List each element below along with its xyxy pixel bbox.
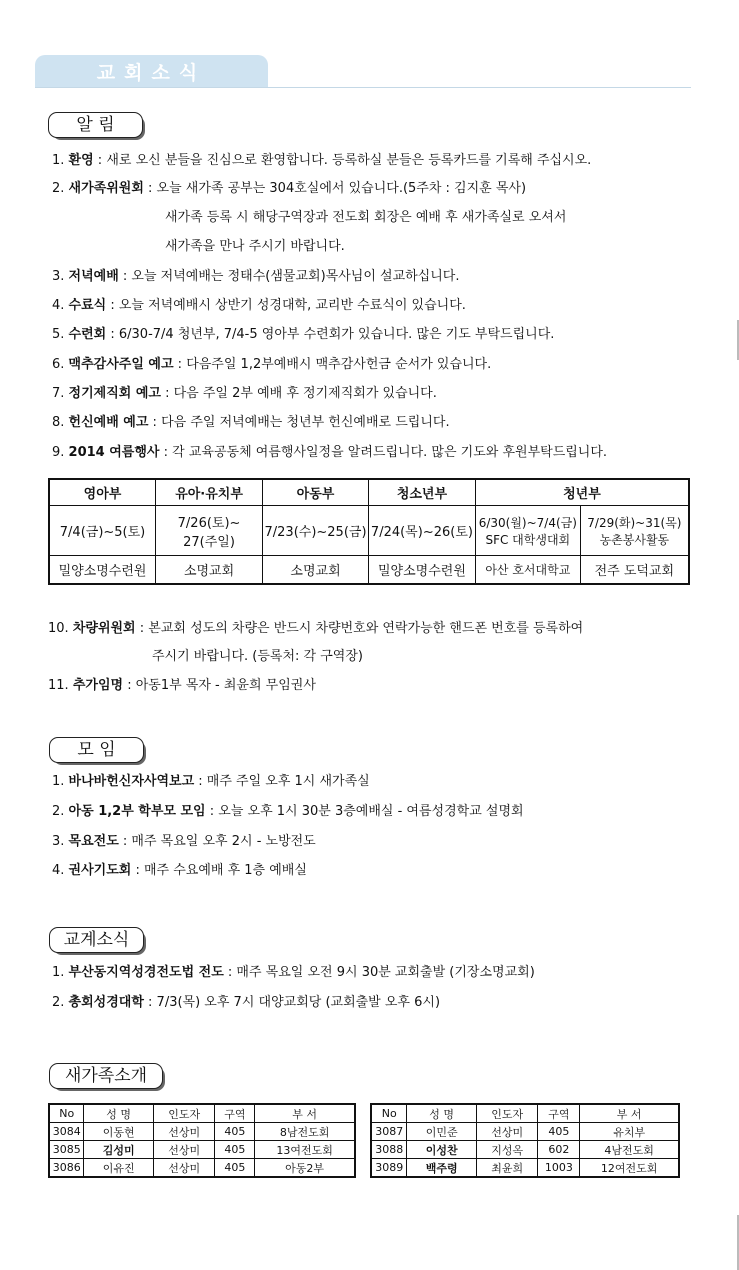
table-cell: 1003 (538, 1159, 580, 1178)
table-row (49, 1141, 355, 1159)
table-cell: 이민준 (407, 1123, 476, 1141)
table-cell: 이성찬 (407, 1141, 476, 1159)
notice-item: 10. 차량위원회 : 본교회 성도의 차량은 반드시 차량번호와 연락가능한 핸드폰 번호를 등록하여 (48, 621, 584, 636)
table-cell: 4남전도회 (580, 1141, 679, 1159)
table-header: 유아·유치부 (156, 479, 263, 506)
table-cell: 선상미 (476, 1123, 538, 1141)
notice-item: 11. 추가임명 : 아동1부 목자 - 최윤희 무임권사 (48, 678, 316, 693)
denominational-item: 2. 총회성경대학 : 7/3(목) 오후 7시 대양교회당 (교회출발 오후 6시) (52, 995, 441, 1010)
banner-title: 교회소식 (96, 62, 207, 84)
table-header: 아동부 (263, 479, 369, 506)
table-cell: 3086 (49, 1159, 84, 1178)
table-cell: 3087 (371, 1123, 407, 1141)
table-cell: 602 (538, 1141, 580, 1159)
meeting-item: 4. 권사기도회 : 매주 수요예배 후 1층 예배실 (52, 863, 307, 878)
table-cell: 405 (215, 1141, 255, 1159)
table-cell: 3089 (371, 1159, 407, 1178)
banner-underline (35, 87, 691, 88)
table-cell: 밀양소명수련원 (368, 556, 475, 584)
table-header: 성 명 (84, 1104, 153, 1123)
table-cell: 405 (215, 1123, 255, 1141)
table-cell: 소명교회 (156, 556, 263, 584)
table-cell: 3088 (371, 1141, 407, 1159)
table-cell: 405 (538, 1123, 580, 1141)
table-header: 부 서 (580, 1104, 679, 1123)
table-cell: 백주령 (407, 1159, 476, 1178)
notice-continuation: 주시기 바랍니다. (등록처: 각 구역장) (152, 649, 363, 664)
denominational-section-title: 교계소식 (49, 927, 144, 953)
table-cell: 13여전도회 (255, 1141, 355, 1159)
table-header: 성 명 (407, 1104, 476, 1123)
table-cell: 12여전도회 (580, 1159, 679, 1178)
table-header: 청년부 (475, 479, 689, 506)
table-cell: 이동현 (84, 1123, 153, 1141)
table-cell: 3084 (49, 1123, 84, 1141)
newfamily-table-left (48, 1103, 356, 1178)
table-row (371, 1159, 679, 1178)
table-cell: 6/30(월)~7/4(금) SFC 대학생대회 (475, 506, 580, 556)
table-header: 청소년부 (368, 479, 475, 506)
table-cell: 7/23(수)~25(금) (263, 506, 369, 556)
summer-events-table (48, 478, 690, 585)
table-header: 영아부 (49, 479, 156, 506)
table-cell: 김성미 (84, 1141, 153, 1159)
newfamily-section-title: 새가족소개 (49, 1063, 163, 1089)
table-cell: 밀양소명수련원 (49, 556, 156, 584)
table-row (49, 1159, 355, 1178)
meeting-item: 1. 바나바헌신자사역보고 : 매주 주일 오후 1시 새가족실 (52, 774, 370, 789)
table-row (371, 1141, 679, 1159)
notice-item: 7. 정기제직회 예고 : 다음 주일 2부 예배 후 정기제직회가 있습니다. (52, 386, 437, 401)
notice-item: 1. 환영 : 새로 오신 분들을 진심으로 환영합니다. 등록하실 분들은 등록카드를 기록해 주십시오. (52, 153, 592, 168)
table-header: 인도자 (153, 1104, 215, 1123)
notice-section-title: 알 림 (48, 112, 143, 138)
newfamily-table-right (370, 1103, 680, 1178)
table-cell: 선상미 (153, 1159, 215, 1178)
table-header: No (371, 1104, 407, 1123)
table-cell: 선상미 (153, 1141, 215, 1159)
table-cell: 3085 (49, 1141, 84, 1159)
table-header: 부 서 (255, 1104, 355, 1123)
table-cell: 선상미 (153, 1123, 215, 1141)
table-cell: 전주 도덕교회 (580, 556, 689, 584)
table-cell: 7/26(토)~ 27(주일) (156, 506, 263, 556)
table-cell: 7/29(화)~31(목) 농촌봉사활동 (580, 506, 689, 556)
notice-item: 5. 수련회 : 6/30-7/4 청년부, 7/4-5 영아부 수련회가 있습니다. 많은 기도 부탁드립니다. (52, 327, 555, 342)
meeting-item: 3. 목요전도 : 매주 목요일 오후 2시 - 노방전도 (52, 834, 316, 849)
table-cell: 이유진 (84, 1159, 153, 1178)
table-cell: 유치부 (580, 1123, 679, 1141)
table-header: No (49, 1104, 84, 1123)
table-header: 구역 (215, 1104, 255, 1123)
table-header: 구역 (538, 1104, 580, 1123)
table-cell: 최윤희 (476, 1159, 538, 1178)
notice-item: 3. 저녁예배 : 오늘 저녁예배는 정태수(샘물교회)목사님이 설교하십니다. (52, 269, 460, 284)
notice-continuation: 새가족 등록 시 해당구역장과 전도회 회장은 예배 후 새가족실로 오셔서 (165, 210, 567, 225)
notice-item: 4. 수료식 : 오늘 저녁예배시 상반기 성경대학, 교리반 수료식이 있습니다. (52, 298, 466, 313)
table-cell: 아산 호서대학교 (475, 556, 580, 584)
table-cell: 8남전도회 (255, 1123, 355, 1141)
notice-item: 9. 2014 여름행사 : 각 교육공동체 여름행사일정을 알려드립니다. 많은 기도와 후원부탁드립니다. (52, 445, 608, 460)
table-cell: 7/24(목)~26(토) (368, 506, 475, 556)
meeting-item: 2. 아동 1,2부 학부모 모임 : 오늘 오후 1시 30분 3층예배실 - 여름성경학교 설명회 (52, 804, 524, 819)
table-cell: 소명교회 (263, 556, 369, 584)
notice-item: 2. 새가족위원회 : 오늘 새가족 공부는 304호실에서 있습니다.(5주차 : 김지훈 목사) (52, 181, 527, 196)
notice-item: 8. 헌신예배 예고 : 다음 주일 저녁예배는 청년부 헌신예배로 드립니다. (52, 415, 450, 430)
table-cell: 아동2부 (255, 1159, 355, 1178)
meeting-section-title: 모 임 (49, 737, 144, 763)
table-cell: 지성옥 (476, 1141, 538, 1159)
table-cell: 7/4(금)~5(토) (49, 506, 156, 556)
notice-continuation: 새가족을 만나 주시기 바랍니다. (165, 239, 345, 254)
denominational-item: 1. 부산동지역성경전도법 전도 : 매주 목요일 오전 9시 30분 교회출발 (기장소명교회) (52, 965, 535, 980)
table-row (371, 1123, 679, 1141)
notice-item: 6. 맥추감사주일 예고 : 다음주일 1,2부예배시 맥추감사헌금 순서가 있습니다. (52, 357, 492, 372)
table-cell: 405 (215, 1159, 255, 1178)
table-row (49, 1123, 355, 1141)
table-header: 인도자 (476, 1104, 538, 1123)
